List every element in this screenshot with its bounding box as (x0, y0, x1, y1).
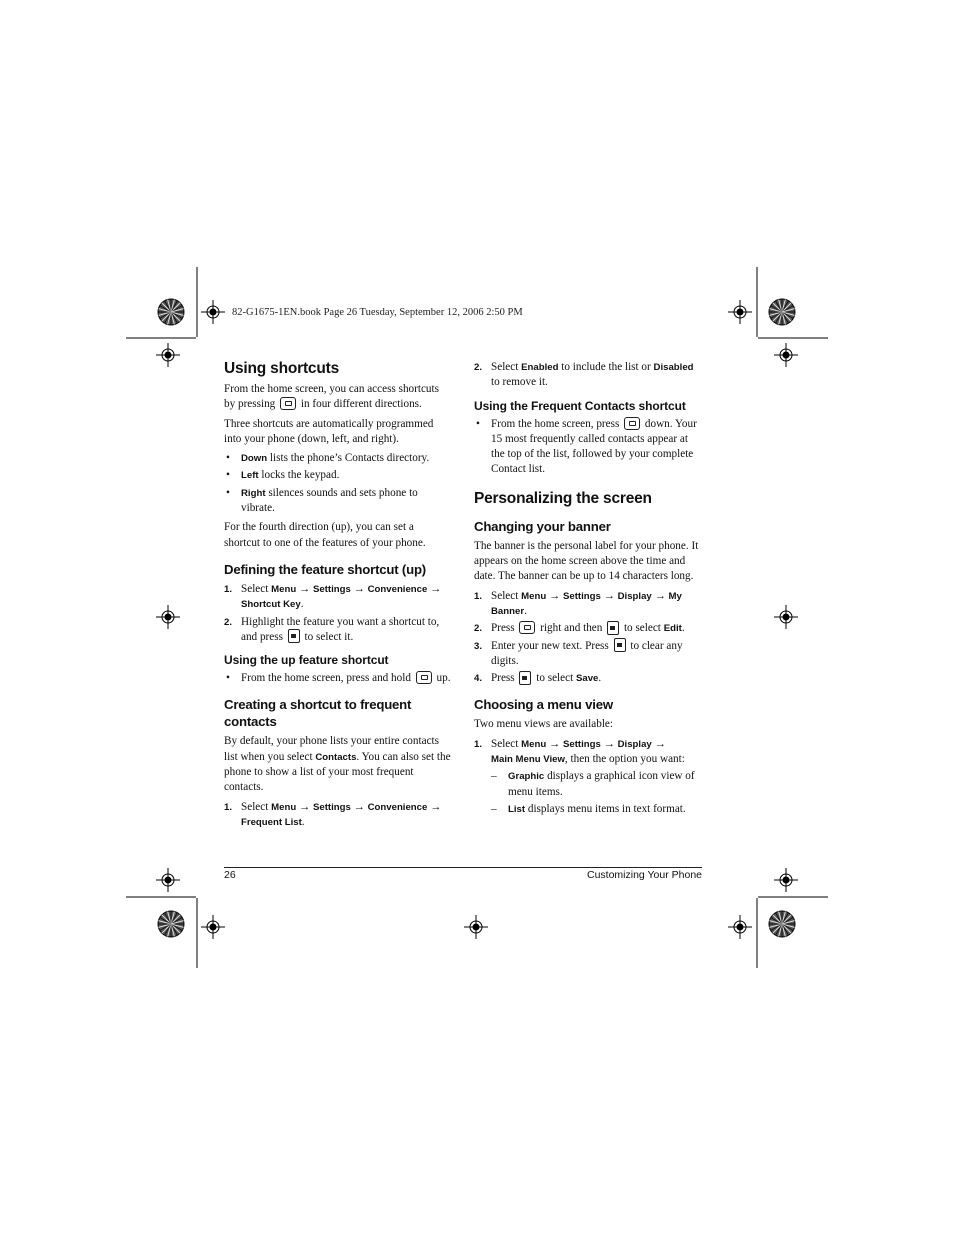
registration-mark (201, 300, 225, 324)
step: 2. Press right and then to select Edit. (474, 622, 685, 635)
paragraph: Three shortcuts are automatically programmed into your phone (down, left, and right). (224, 417, 434, 445)
print-slug: 82-G1675-1EN.book Page 26 Tuesday, September 12, 2006 2:50 PM (232, 307, 523, 318)
registration-mark (728, 915, 752, 939)
step: 2. Highlight the feature you want a shortcut to, and press to select it. (224, 615, 440, 643)
nav-key-icon (624, 417, 640, 430)
page-number: 26 (224, 869, 236, 881)
step: 4. Press to select Save. (474, 672, 602, 685)
heading-choosing-menu-view: Choosing a menu view (474, 697, 613, 713)
heading-creating-shortcut-frequent-contacts: Creating a shortcut to frequent contacts (224, 697, 412, 730)
starburst-target (769, 299, 795, 325)
registration-mark (201, 915, 225, 939)
starburst-target (769, 911, 795, 937)
step: 1. Select Menu → Settings → Display → My Banner. (474, 589, 682, 617)
list-item: • Down lists the phone’s Contacts directory. (224, 451, 452, 466)
paragraph: From the home screen, you can access shortcuts by pressing in four different directions. (224, 383, 439, 411)
list-item: • From the home screen, press down. Your 15 most frequently called contacts appear at the top of the list, followed by your complete Contact list. (474, 417, 702, 478)
starburst-target (158, 911, 184, 937)
sub-list-item: – List displays menu items in text format. (491, 802, 702, 817)
step: 1. Select Menu → Settings → Convenience → Frequent List. (224, 800, 442, 828)
clear-key-icon (614, 638, 626, 652)
left-column (224, 360, 452, 834)
registration-mark (156, 868, 180, 892)
registration-mark (156, 605, 180, 629)
paragraph: For the fourth direction (up), you can set a shortcut to one of the features of your phone. (224, 521, 426, 549)
nav-key-icon (416, 671, 432, 684)
registration-mark (156, 343, 180, 367)
registration-mark (728, 300, 752, 324)
step: 1. Select Menu → Settings → Display → Main Menu View, then the option you want: – Graphic displays a graphical icon view of menu items. – List displays menu items in text format. (474, 737, 702, 817)
paragraph: Two menu views are available: (474, 718, 614, 731)
heading-personalizing-screen: Personalizing the screen (474, 489, 652, 507)
paragraph: The banner is the personal label for your phone. It appears on the home screen above the time and date. The banner can be up to 14 characters long. (474, 539, 699, 583)
ok-key-icon (288, 629, 300, 643)
paragraph: By default, your phone lists your entire contacts list when you select Contacts. You can also set the phone to show a list of your most frequent contacts. (224, 735, 451, 794)
sub-list-item: – Graphic displays a graphical icon view of menu items. (491, 769, 702, 800)
nav-key-icon (519, 621, 535, 634)
footer-rule (224, 867, 702, 868)
step: 2. Select Enabled to include the list or Disabled to remove it. (474, 361, 694, 389)
nav-key-icon (280, 397, 296, 410)
list-item: • Left locks the keypad. (224, 468, 452, 483)
running-footer: Customizing Your Phone (587, 869, 702, 881)
registration-mark (464, 915, 488, 939)
heading-changing-banner: Changing your banner (474, 518, 611, 534)
heading-defining-feature-shortcut: Defining the feature shortcut (up) (224, 561, 426, 577)
heading-using-shortcuts: Using shortcuts (224, 360, 339, 377)
step: 1. Select Menu → Settings → Convenience → Shortcut Key. (224, 582, 442, 611)
registration-mark (774, 605, 798, 629)
list-item: • Right silences sounds and sets phone to vibrate. (224, 486, 452, 517)
ok-key-icon (607, 621, 619, 635)
registration-mark (774, 868, 798, 892)
starburst-target (158, 299, 184, 325)
right-column (474, 360, 702, 821)
list-item: • From the home screen, press and hold up. (224, 671, 452, 686)
ok-key-icon (519, 671, 531, 685)
registration-mark (774, 343, 798, 367)
heading-up-feature-shortcut: Using the up feature shortcut (224, 653, 389, 668)
heading-frequent-contacts-shortcut: Using the Frequent Contacts shortcut (474, 398, 686, 413)
step: 3. Enter your new text. Press to clear any digits. (474, 639, 683, 667)
